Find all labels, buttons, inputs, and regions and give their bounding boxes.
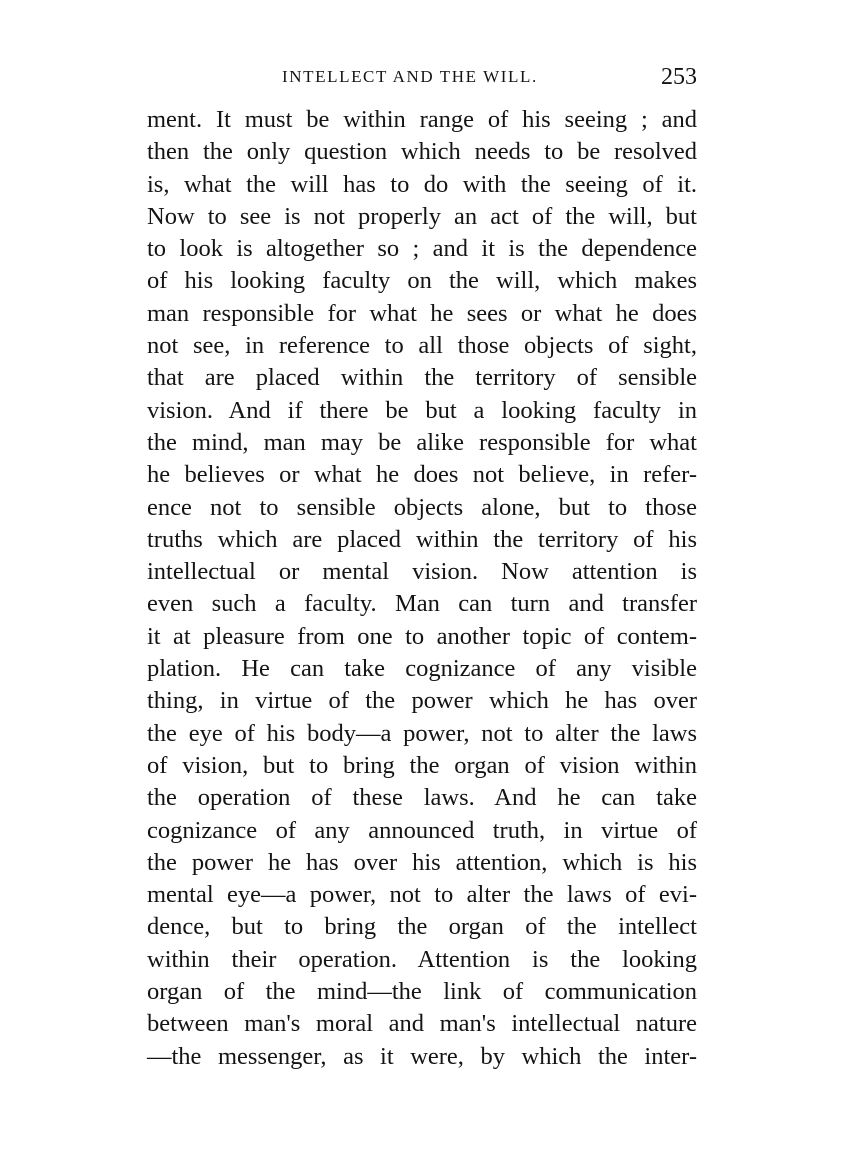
text-line: not see, in reference to all those objects of sight, (147, 332, 697, 360)
text-line: the operation of these laws. And he can take (147, 784, 697, 812)
text-line: plation. He can take cognizance of any visible (147, 655, 697, 683)
text-line: man responsible for what he sees or what he does (147, 299, 697, 327)
body-text (147, 104, 697, 1073)
text-line: intellectual or mental vision. Now attention is (147, 558, 697, 586)
text-line: the eye of his body—a power, not to alter the laws (147, 719, 697, 747)
text-line: vision. And if there be but a looking faculty in (147, 396, 697, 424)
page-number: 253 (661, 64, 697, 90)
text-line: mental eye—a power, not to alter the laws of evi- (147, 881, 697, 909)
text-line: ence not to sensible objects alone, but to those (147, 493, 697, 521)
text-line: he believes or what he does not believe, in refer- (147, 461, 697, 489)
text-line: to look is altogether so ; and it is the dependence (147, 235, 697, 263)
text-line: between man's moral and man's intellectual nature (147, 1010, 697, 1038)
text-line: of vision, but to bring the organ of vision within (147, 751, 697, 779)
text-line: dence, but to bring the organ of the intellect (147, 913, 697, 941)
text-line: the power he has over his attention, which is his (147, 848, 697, 876)
text-line: organ of the mind—the link of communication (147, 978, 697, 1006)
text-line: Now to see is not properly an act of the will, but (147, 202, 697, 230)
text-line: is, what the will has to do with the seeing of it. (147, 170, 697, 198)
running-head (147, 62, 697, 92)
text-line: of his looking faculty on the will, which makes (147, 267, 697, 295)
text-line: within their operation. Attention is the looking (147, 945, 697, 973)
text-line: cognizance of any announced truth, in virtue of (147, 816, 697, 844)
text-line: it at pleasure from one to another topic of contem- (147, 622, 697, 650)
text-line: that are placed within the territory of sensible (147, 364, 697, 392)
text-line: truths which are placed within the territory of his (147, 525, 697, 553)
text-line: then the only question which needs to be resolved (147, 138, 697, 166)
text-line: the mind, man may be alike responsible for what (147, 428, 697, 456)
text-line: ment. It must be within range of his seeing ; and (147, 106, 697, 133)
text-line: thing, in virtue of the power which he has over (147, 687, 697, 715)
text-line: even such a faculty. Man can turn and transfer (147, 590, 697, 618)
text-line: —the messenger, as it were, by which the inter- (147, 1042, 697, 1070)
running-title: INTELLECT AND THE WILL. (282, 67, 538, 86)
